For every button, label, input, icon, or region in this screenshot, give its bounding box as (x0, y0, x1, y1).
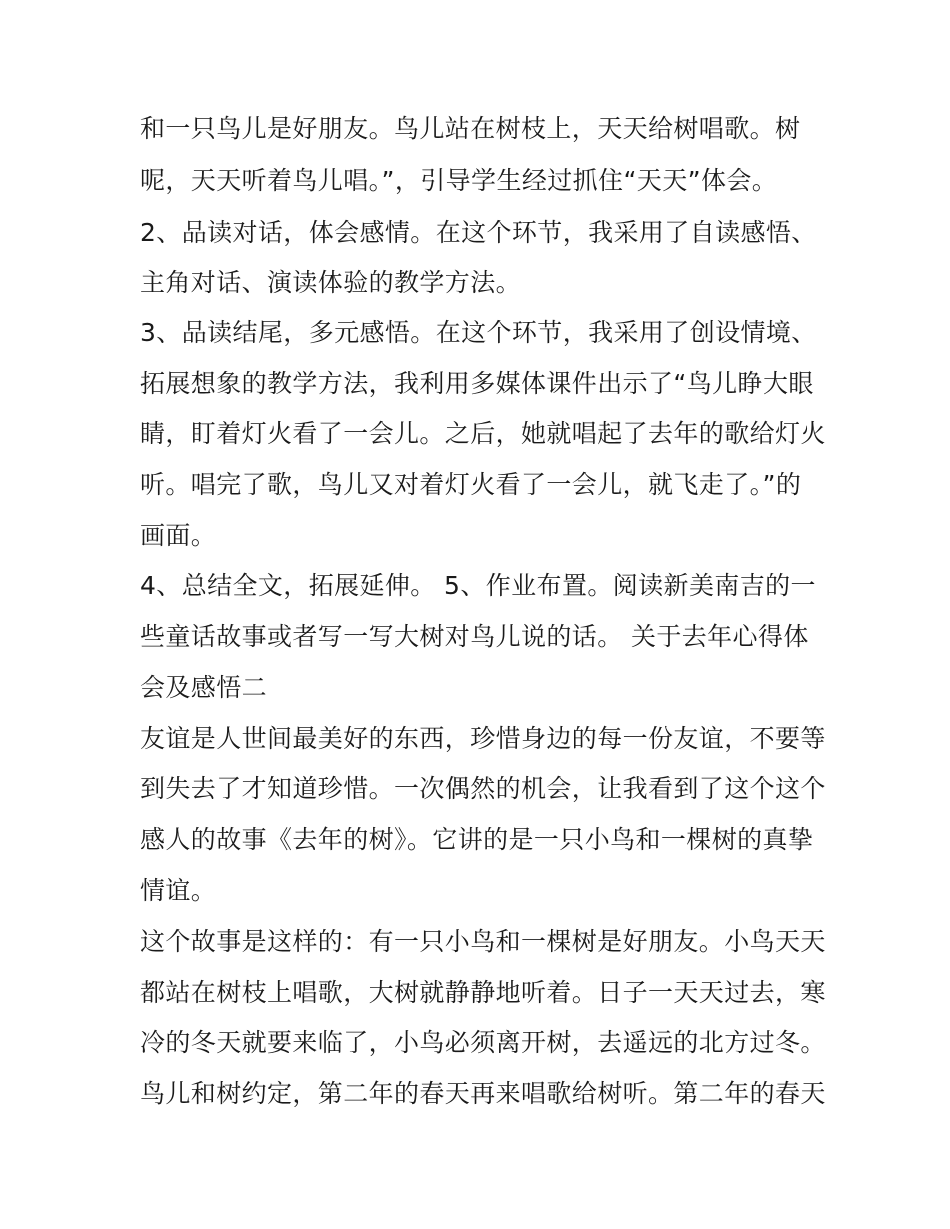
text-line: 到失去了才知道珍惜。一次偶然的机会，让我看到了这个这个 (140, 774, 826, 803)
text-line: 和一只鸟儿是好朋友。鸟儿站在树枝上，天天给树唱歌。树 (140, 114, 801, 143)
text-line: 情谊。 (140, 876, 217, 905)
text-line: 友谊是人世间最美好的东西，珍惜身边的每一份友谊，不要等 (140, 724, 826, 753)
text-line: 都站在树枝上唱歌，大树就静静地听着。日子一天天过去，寒 (140, 978, 826, 1007)
text-line: 主角对话、演读体验的教学方法。 (140, 268, 522, 297)
text-line: 呢，天天听着鸟儿唱。”，引导学生经过抓住“天天”体会。 (140, 166, 778, 195)
text-line: 听。唱完了歌，鸟儿又对着灯火看了一会儿，就飞走了。”的 (140, 470, 802, 499)
text-line: 睛，盯着灯火看了一会儿。之后，她就唱起了去年的歌给灯火 (140, 419, 826, 448)
text-line: 冷的冬天就要来临了，小鸟必须离开树，去遥远的北方过冬。 (140, 1028, 826, 1057)
text-line: 拓展想象的教学方法，我利用多媒体课件出示了“鸟儿睁大眼 (140, 369, 814, 398)
text-line: 3、品读结尾，多元感悟。在这个环节，我采用了创设情境、 (140, 318, 817, 347)
text-line: 画面。 (140, 521, 217, 550)
text-line: 感人的故事《去年的树》。它讲的是一只小鸟和一棵树的真挚 (140, 825, 814, 854)
text-line: 会及感悟二 (140, 673, 268, 702)
text-line: 鸟儿和树约定，第二年的春天再来唱歌给树听。第二年的春天 (140, 1079, 826, 1108)
text-line: 2、品读对话，体会感情。在这个环节，我采用了自读感悟、 (140, 218, 817, 247)
text-line: 4、总结全文，拓展延伸。 5、作业布置。阅读新美南吉的一 (140, 571, 816, 600)
text-line: 这个故事是这样的：有一只小鸟和一棵树是好朋友。小鸟天天 (140, 927, 826, 956)
text-line: 些童话故事或者写一写大树对鸟儿说的话。 关于去年心得体 (140, 622, 809, 651)
